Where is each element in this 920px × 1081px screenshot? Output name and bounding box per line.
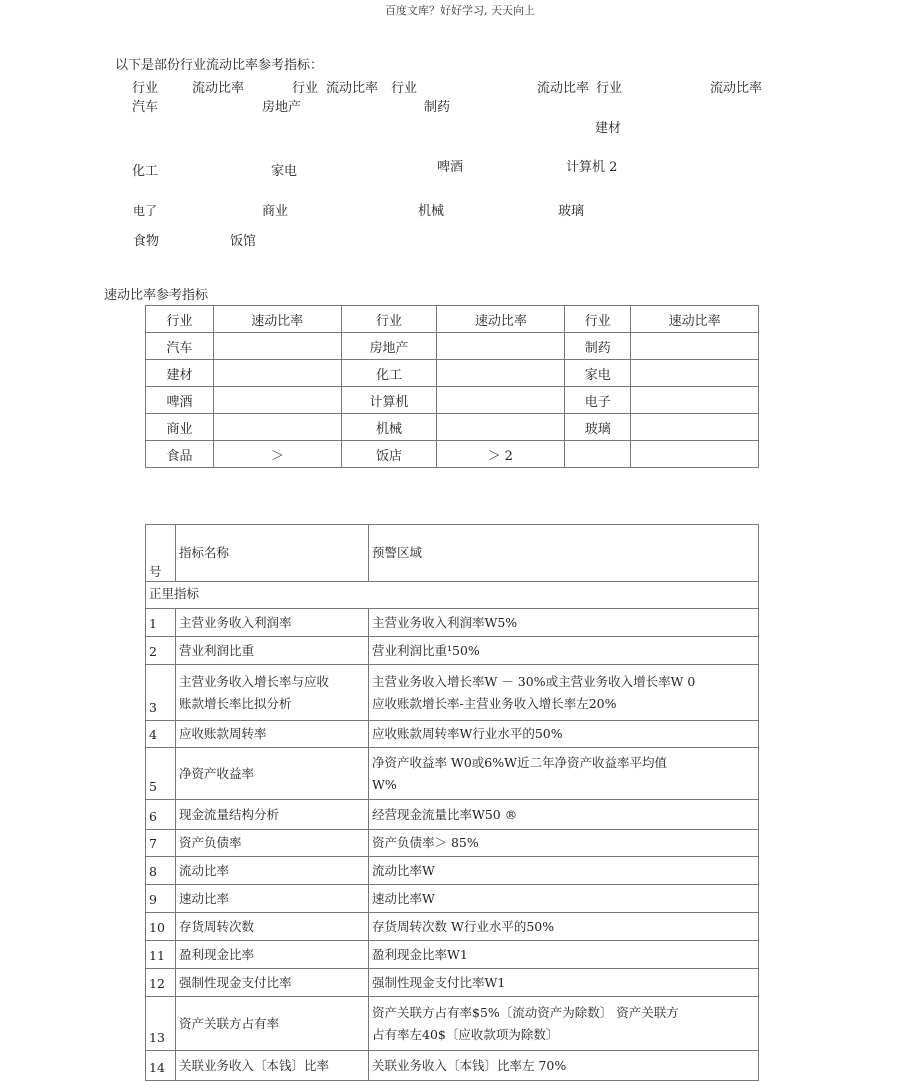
section-label: 正里指标 — [146, 582, 759, 609]
table-row — [146, 913, 759, 941]
cell: 化工 — [341, 360, 437, 387]
liq-industry: 汽车 — [132, 100, 159, 115]
table-row — [146, 941, 759, 969]
cell: 电子 — [565, 387, 631, 414]
table-row — [146, 441, 759, 468]
cell — [631, 441, 759, 468]
row-number — [146, 830, 176, 857]
indicator-name — [176, 885, 369, 913]
indicator-name — [176, 941, 369, 969]
col-name-header: 指标名称 — [176, 525, 369, 582]
table-row — [146, 414, 759, 441]
row-number-text: 2 — [149, 644, 157, 659]
liq-label: 流动比率 — [537, 81, 590, 96]
indicator-name — [176, 830, 369, 857]
page-header: 百度文库？好好学习, 天天向上 — [385, 4, 535, 17]
row-number-text: 7 — [149, 836, 157, 851]
liq-label: 行业 — [292, 81, 319, 96]
cell: 计算机 — [341, 387, 437, 414]
warning-zone — [369, 969, 759, 997]
cell — [631, 333, 759, 360]
table-row — [146, 721, 759, 748]
indicator-name-text: 强制性现金支付比率 — [179, 974, 292, 990]
row-number — [146, 721, 176, 748]
indicator-name — [176, 969, 369, 997]
row-number — [146, 941, 176, 969]
liq-label: 流动比率 — [192, 81, 245, 96]
indicator-name-text: 关联业务收入〔本钱〕比率 — [179, 1057, 330, 1073]
row-number — [146, 665, 176, 721]
cell — [437, 414, 565, 441]
cell — [437, 360, 565, 387]
indicator-name — [176, 637, 369, 665]
warning-zone-text: 盈利现金比率W1 — [372, 946, 468, 962]
cell: 啤酒 — [146, 387, 214, 414]
table-row — [146, 360, 759, 387]
indicator-name — [176, 913, 369, 941]
liq-industry: 电了 — [133, 204, 158, 218]
warning-zone — [369, 997, 759, 1051]
warning-zone-text: 存货周转次数 W行业水平的50% — [372, 918, 555, 934]
warning-zone-text: 主营业务收入增长率W － 30%或主营业务收入增长率W 0 应收账款增长率-主营业务收入增长率左20% — [372, 673, 696, 711]
quick-title: 速动比率参考指标 — [104, 288, 209, 303]
cell: ＞ — [213, 441, 341, 468]
warning-zone — [369, 748, 759, 800]
warning-zone — [369, 721, 759, 748]
warning-zone-text: 资产关联方占有率$5%〔流动资产为除数〕 资产关联方 占有率左40$〔应收款项为除数〕 — [372, 1004, 679, 1042]
liq-industry: 饭馆 — [230, 234, 257, 249]
table-row — [146, 387, 759, 414]
liq-industry: 啤酒 — [437, 160, 464, 175]
warning-zone-text: 资产负债率＞ 85% — [372, 835, 479, 850]
cell: 商业 — [146, 414, 214, 441]
warning-zone-text: 强制性现金支付比率W1 — [372, 974, 506, 990]
indicator-name-text: 现金流量结构分析 — [179, 806, 280, 822]
indicator-name-text: 应收账款周转率 — [179, 726, 267, 741]
table-row — [146, 609, 759, 637]
table-row — [146, 857, 759, 885]
row-number-text: 11 — [149, 948, 165, 963]
cell: 房地产 — [341, 333, 437, 360]
cell — [631, 360, 759, 387]
warning-zone-text: 经营现金流量比率W50 ® — [372, 806, 518, 822]
table-row — [146, 333, 759, 360]
warning-zone — [369, 1051, 759, 1081]
cell: 汽车 — [146, 333, 214, 360]
row-number — [146, 885, 176, 913]
warning-zone-text: 净资产收益率 W0或6%W近二年净资产收益率平均值 W% — [372, 754, 667, 792]
liq-label: 流动比率 — [710, 81, 763, 96]
row-number — [146, 969, 176, 997]
indicator-name-text: 营业利润比重 — [179, 642, 255, 658]
liq-label: 行业 — [596, 81, 623, 96]
cell: 玻璃 — [565, 414, 631, 441]
indicator-rows — [146, 609, 759, 1081]
header-cell: 速动比率 — [213, 306, 341, 333]
row-number — [146, 800, 176, 830]
liq-label: 行业 — [132, 81, 159, 96]
row-number-text: 12 — [149, 976, 165, 991]
warning-zone-text: 应收账款周转率W行业水平的50% — [372, 726, 563, 741]
header-cell: 行业 — [341, 306, 437, 333]
indicator-name — [176, 609, 369, 637]
row-number — [146, 913, 176, 941]
liq-industry: 机械 — [418, 204, 445, 219]
warning-zone — [369, 857, 759, 885]
indicator-name-text: 资产关联方占有率 — [179, 1015, 280, 1031]
liq-industry: 房地产 — [262, 100, 302, 115]
liq-industry: 玻璃 — [558, 204, 585, 219]
cell — [213, 360, 341, 387]
cell: 建材 — [146, 360, 214, 387]
warning-zone — [369, 830, 759, 857]
indicator-name — [176, 721, 369, 748]
warning-zone — [369, 913, 759, 941]
row-number — [146, 1051, 176, 1081]
cell — [437, 387, 565, 414]
header-cell: 行业 — [146, 306, 214, 333]
warning-zone-text: 主营业务收入利润率W5% — [372, 614, 518, 630]
indicator-name-text: 速动比率 — [179, 890, 230, 906]
table-header-row — [146, 525, 759, 582]
section-row — [146, 582, 759, 609]
liq-industry: 食物 — [133, 234, 160, 249]
liq-industry: 家电 — [271, 164, 298, 179]
cell — [631, 387, 759, 414]
row-number — [146, 637, 176, 665]
row-number-text: 9 — [149, 892, 157, 907]
table-row — [146, 997, 759, 1051]
liq-industry: 商业 — [262, 204, 289, 219]
row-number-text: 8 — [149, 864, 157, 879]
cell — [213, 387, 341, 414]
table-row — [146, 637, 759, 665]
liq-label: 行业 — [391, 81, 418, 96]
row-number-text: 5 — [149, 779, 157, 794]
table-row — [146, 800, 759, 830]
indicator-name-text: 净资产收益率 — [179, 765, 255, 781]
liq-label: 流动比率 — [326, 81, 379, 96]
warning-zone — [369, 885, 759, 913]
warning-zone-text: 速动比率W — [372, 890, 435, 906]
cell — [213, 333, 341, 360]
liq-industry: 化工 — [132, 164, 159, 179]
col-zone-header: 预警区域 — [369, 525, 759, 582]
indicator-name — [176, 800, 369, 830]
header-cell: 行业 — [565, 306, 631, 333]
cell — [213, 414, 341, 441]
indicator-name — [176, 665, 369, 721]
indicator-name — [176, 857, 369, 885]
indicator-name-text: 流动比率 — [179, 862, 230, 878]
warning-zone — [369, 609, 759, 637]
warning-zone — [369, 941, 759, 969]
indicator-name — [176, 748, 369, 800]
row-number — [146, 748, 176, 800]
indicator-name — [176, 997, 369, 1051]
table-row — [146, 665, 759, 721]
header-cell: 速动比率 — [437, 306, 565, 333]
table-header-row — [146, 306, 759, 333]
table-row — [146, 748, 759, 800]
col-no-header: 号 — [146, 525, 176, 582]
warning-zone — [369, 637, 759, 665]
liq-industry: 建材 — [595, 121, 622, 136]
warning-zone-text: 营业利润比重¹50% — [372, 642, 480, 658]
row-number-text: 1 — [149, 616, 157, 631]
row-number — [146, 609, 176, 637]
warning-zone — [369, 665, 759, 721]
cell — [631, 414, 759, 441]
warning-zone-text: 流动比率W — [372, 862, 435, 878]
row-number — [146, 857, 176, 885]
quick-ratio-table — [145, 305, 759, 468]
row-number-text: 3 — [149, 700, 157, 715]
row-number-text: 6 — [149, 809, 157, 824]
row-number-text: 10 — [149, 920, 165, 935]
cell — [437, 333, 565, 360]
indicator-name-text: 存货周转次数 — [179, 918, 255, 934]
warning-zone-text: 关联业务收入〔本钱〕比率左 70% — [372, 1057, 567, 1073]
row-number-text: 13 — [149, 1030, 165, 1045]
table-row — [146, 1051, 759, 1081]
warning-zone — [369, 800, 759, 830]
warning-indicator-table — [145, 524, 759, 1081]
cell: 家电 — [565, 360, 631, 387]
row-number-text: 14 — [149, 1060, 165, 1075]
cell — [565, 441, 631, 468]
indicator-name-text: 主营业务收入利润率 — [179, 614, 292, 630]
row-number-text: 4 — [149, 727, 157, 742]
cell: 制药 — [565, 333, 631, 360]
table-row — [146, 969, 759, 997]
liquidity-title: 以下是部份行业流动比率参考指标： — [115, 58, 324, 73]
cell: 饭店 — [341, 441, 437, 468]
cell: ＞ 2 — [437, 441, 565, 468]
liq-industry: 计算机 2 — [566, 160, 618, 175]
table-row — [146, 830, 759, 857]
indicator-name-text: 主营业务收入增长率与应收 账款增长率比拟分析 — [179, 673, 330, 711]
table-row — [146, 885, 759, 913]
header-cell: 速动比率 — [631, 306, 759, 333]
indicator-name-text: 资产负债率 — [179, 835, 242, 850]
indicator-name — [176, 1051, 369, 1081]
indicator-name-text: 盈利现金比率 — [179, 946, 255, 962]
cell: 机械 — [341, 414, 437, 441]
cell: 食品 — [146, 441, 214, 468]
liq-industry: 制药 — [424, 100, 451, 115]
row-number — [146, 997, 176, 1051]
